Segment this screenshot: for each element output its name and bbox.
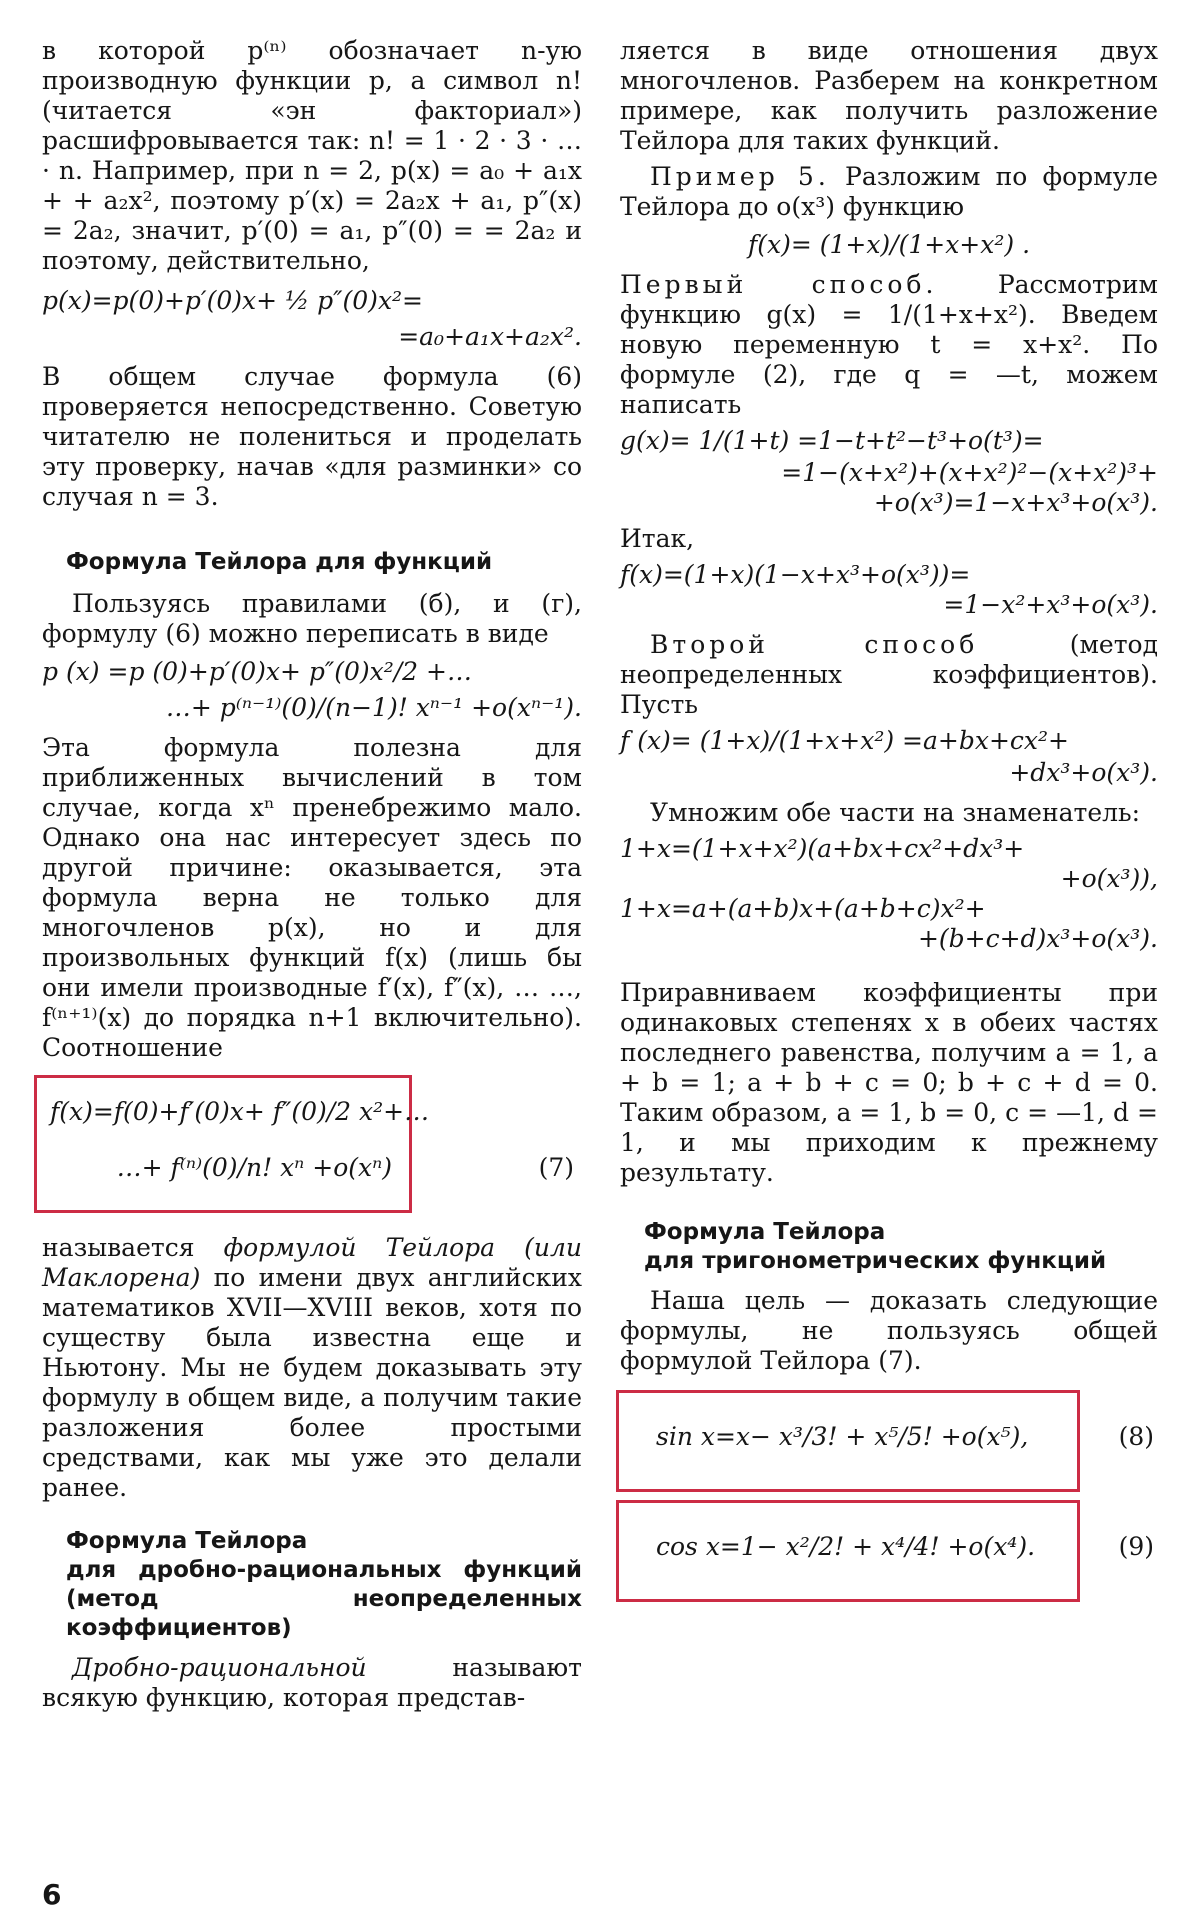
- equation-m-line1: 1+x=(1+x+x²)(a+bx+cx²+dx³+: [620, 834, 1025, 863]
- equation-g-line1: g(x)= 1/(1+t) =1−t+t²−t³+o(t³)=: [620, 426, 1044, 455]
- general-case-paragraph: В общем случае формула (6) проверяется непосредственно. Советую читателю не полениться и проделать эту проверку, начав «для разминки» со случая n = 3.: [42, 362, 582, 511]
- formula-7-line1: f(x)=f(0)+f′(0)x+ f″(0)/2 x²+…: [50, 1097, 430, 1126]
- goal-paragraph: Наша цель — доказать следующие формулы, не пользуясь общей формулой Тейлора (7).: [620, 1286, 1158, 1375]
- rational-definition-paragraph: Дробно-рациональной называют всякую функцию, которая представ-: [42, 1653, 582, 1712]
- equation-h-line1: f(x)=(1+x)(1−x+x³+o(x³))=: [620, 560, 971, 589]
- taylor-formula-term: формулой Тейлора (или Маклорена): [42, 1233, 582, 1292]
- equation-f-definition: f(x)= (1+x)/(1+x+x²) .: [747, 230, 1031, 259]
- formula-9-number: (9): [1118, 1532, 1154, 1561]
- equation-m-line2: +o(x³)),: [1060, 864, 1158, 893]
- equation-g-line3: +o(x³)=1−x+x³+o(x³).: [873, 488, 1158, 517]
- formula-7-box-area: [42, 1075, 582, 1225]
- equation-s-line1: f (x)= (1+x)/(1+x+x²) =a+bx+cx²+: [620, 726, 1069, 755]
- equation-p-line2: =a₀+a₁x+a₂x².: [398, 322, 582, 351]
- equation-p-expansion-line1: p (x) =p (0)+p′(0)x+ p″(0)x²/2 +…: [42, 657, 472, 686]
- formula-8-number: (8): [1118, 1422, 1154, 1451]
- formula-8-box-area: [620, 1390, 1158, 1494]
- equation-m-line4: +(b+c+d)x³+o(x³).: [917, 924, 1158, 953]
- heading-rational-subtitle: для дробно-рациональных функций (метод неопределенных коэффициентов): [66, 1557, 582, 1641]
- equation-h-line2: =1−x²+x³+o(x³).: [943, 590, 1158, 619]
- formula-7-line2: …+ f⁽ⁿ⁾(0)/n! xⁿ +o(xⁿ): [116, 1153, 392, 1182]
- second-method-paragraph: Второй способ (метод неопределенных коэффициентов). Пусть: [620, 630, 1158, 719]
- equate-paragraph: Приравниваем коэффициенты при одинаковых степенях x в обеих частях последнего равенства, получим a = 1, a + b = 1; a + b + c = 0; b + c + d = 0. Таким образом, a = 1, b = 0, c = —1, d = 1, и мы приходим к прежнему результату.: [620, 978, 1158, 1187]
- heading-trig-subtitle: для тригонометрических функций: [644, 1248, 1107, 1274]
- equation-s-line2: +dx³+o(x³).: [1009, 758, 1158, 787]
- equation-m-line3: 1+x=a+(a+b)x+(a+b+c)x²+: [620, 894, 986, 923]
- first-method-paragraph: Первый способ. Рассмотрим функцию g(x) = 1/(1+x+x²). Введем новую переменную t = x+x². По формуле (2), где q = —t, можем написать: [620, 270, 1158, 419]
- formula-7-number: (7): [538, 1153, 574, 1182]
- intro-paragraph: в которой p⁽ⁿ⁾ обозначает n-ую производную функции p, а символ n! (читается «эн факториал») расшифровывается так: n! = 1 · 2 · 3 · … · n. Например, при n = 2, p(x) = a₀ + a₁x + + a₂x², поэтому p′(x) = 2a₂x + a₁, p″(x) = 2a₂, значит, p′(0) = a₁, p″(0) = = 2a₂ и поэтому, действительно,: [42, 36, 582, 275]
- equation-p-line1: p(x)=p(0)+p′(0)x+ ½ p″(0)x²=: [42, 286, 424, 315]
- itak-text: Итак,: [620, 524, 695, 553]
- heading-trig-title: Формула Тейлора: [644, 1219, 886, 1245]
- formula-7-box: [34, 1075, 412, 1213]
- rules-paragraph: Пользуясь правилами (б), и (г), формулу (6) можно переписать в виде: [42, 589, 582, 648]
- multiply-paragraph: Умножим обе части на знаменатель:: [650, 798, 1141, 827]
- useful-paragraph: Эта формула полезна для приближенных вычислений в том случае, когда xⁿ пренебрежимо мало. Однако она нас интересует здесь по другой причине: оказывается, эта формула верна не только для многочленов p(x), но и для произвольных функций f(x) (лишь бы они имели производные f′(x), f″(x), … …, f⁽ⁿ⁺¹⁾(x) до порядка n+1 включительно). Соотношение: [42, 733, 582, 1062]
- example-5-paragraph: Пример 5. Разложим по формуле Тейлора до o(x³) функцию: [620, 162, 1158, 221]
- equation-p-expansion-line2: …+ p⁽ⁿ⁻¹⁾(0)/(n−1)! xⁿ⁻¹ +o(xⁿ⁻¹).: [165, 693, 582, 722]
- taylor-definition-paragraph: называется формулой Тейлора (или Маклорена) по имени двух английских математиков XVII—XVIII веков, хотя по существу была известна еще и Ньютону. Мы не будем доказывать эту формулу в общем виде, а получим такие разложения более простыми средствами, как мы уже это делали ранее.: [42, 1233, 582, 1502]
- formula-9: cos x=1− x²/2! + x⁴/4! +o(x⁴).: [656, 1532, 1036, 1561]
- equation-g-line2: =1−(x+x²)+(x+x²)²−(x+x²)³+: [781, 458, 1158, 487]
- continuation-paragraph: ляется в виде отношения двух многочленов. Разберем на конкретном примере, как получить разложение Тейлора для таких функций.: [620, 36, 1158, 155]
- heading-rational-title: Формула Тейлора: [66, 1528, 308, 1554]
- right-column: [620, 36, 1158, 1604]
- page-number: 6: [42, 1878, 62, 1911]
- formula-8: sin x=x− x³/3! + x⁵/5! +o(x⁵),: [656, 1422, 1029, 1451]
- heading-taylor-functions: Формула Тейлора для функций: [66, 549, 493, 575]
- left-column: [42, 36, 582, 1719]
- formula-9-box-area: [620, 1500, 1158, 1604]
